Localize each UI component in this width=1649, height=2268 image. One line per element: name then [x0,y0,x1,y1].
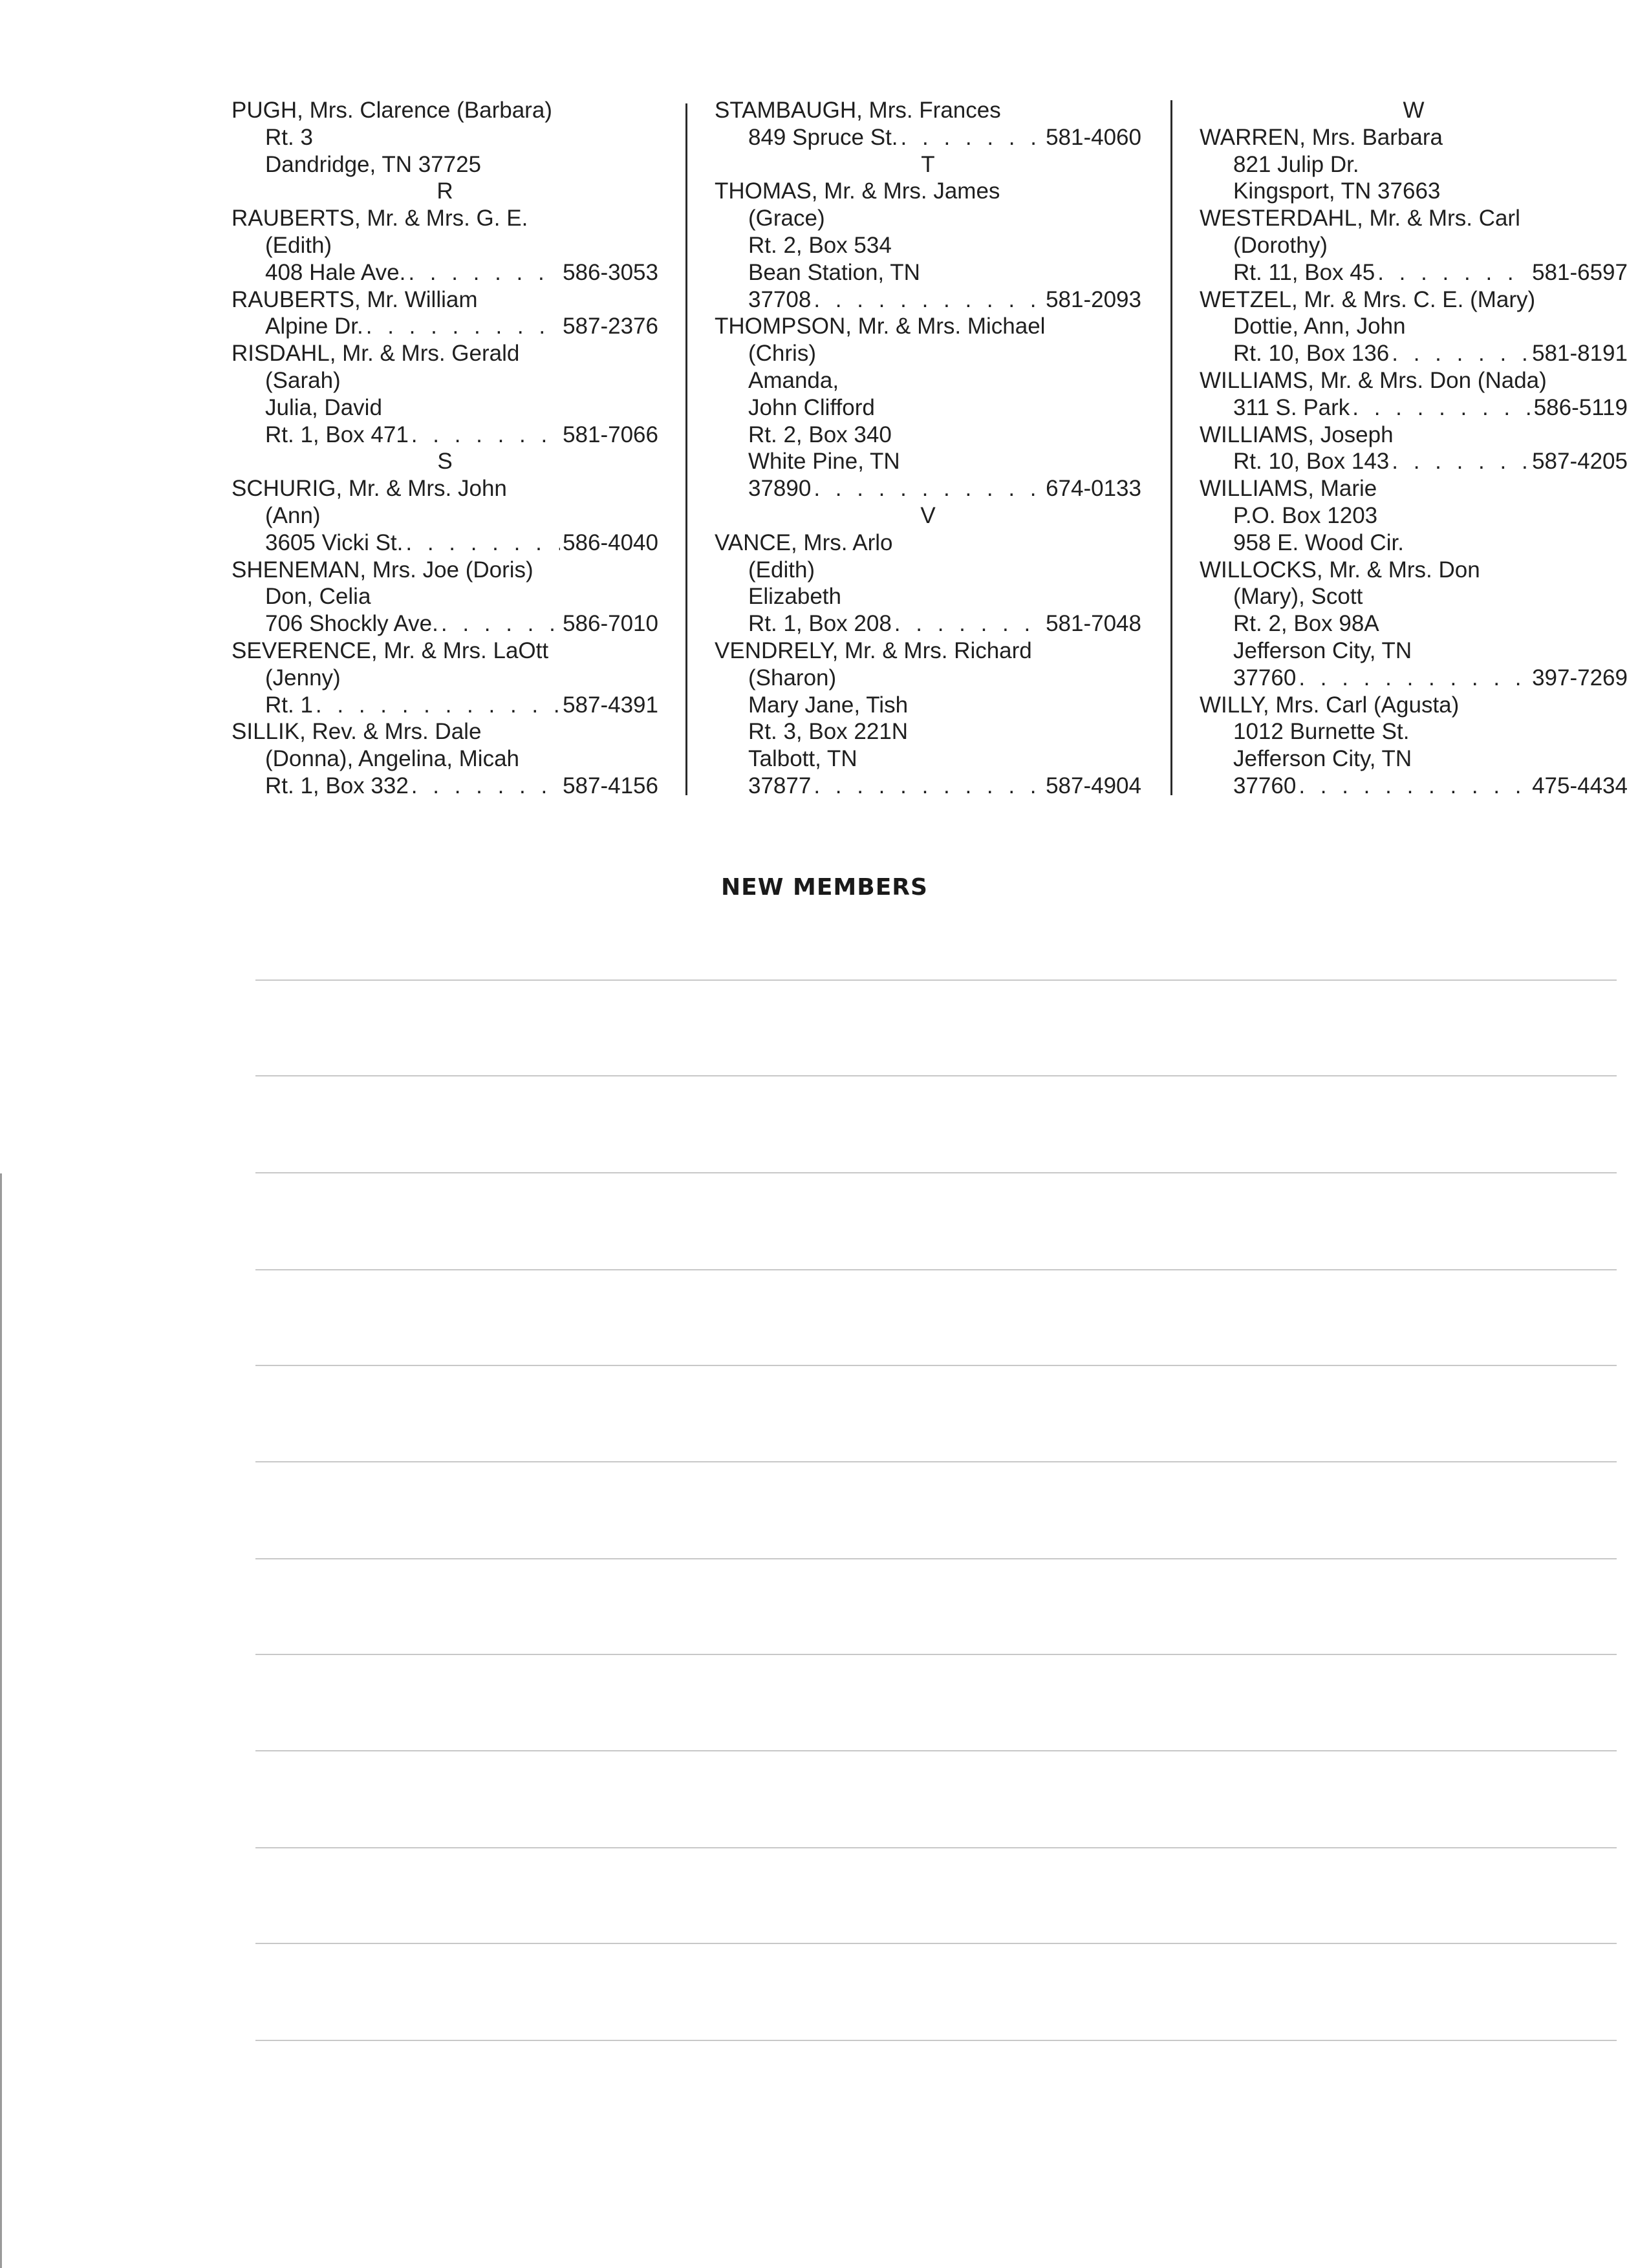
member-detail: Rt. 2, Box 534 [748,232,892,258]
member-detail: (Dorothy) [1233,232,1328,258]
address-text: 37760 [1233,773,1297,798]
directory-column-3 [1200,97,1628,800]
phone-number: 587-2376 [563,314,658,339]
address-text: Rt. 1 [265,692,313,718]
member-name: THOMPSON, Mr. & Mrs. Michael [715,314,1046,339]
member-detail: 821 Julip Dr. [1233,151,1359,177]
member-name: SHENEMAN, Mrs. Joe (Doris) [232,557,534,583]
dot-leader [814,286,1043,314]
member-address-phone [1200,448,1628,475]
phone-number: 586-7010 [563,611,658,637]
phone-number: 587-4904 [1046,773,1141,798]
member-detail: 1012 Burnette St. [1233,719,1410,745]
member-address-phone [715,773,1141,800]
phone-number: 587-4205 [1532,449,1628,475]
section-letter: S [437,449,453,475]
dot-leader [405,530,560,557]
dot-leader [1392,340,1529,367]
address-text: Rt. 10, Box 136 [1233,341,1390,367]
column-divider [685,103,687,795]
member-detail: (Ann) [265,502,321,528]
writing-line [255,1365,1617,1366]
dot-leader [411,773,560,800]
member-detail: Mary Jane, Tish [748,692,909,718]
member-address-phone [1200,773,1628,800]
dot-leader [441,610,560,637]
member-address-phone [715,286,1141,314]
address-text: Rt. 1, Box 208 [748,611,892,637]
new-members-heading: NEW MEMBERS [721,874,928,901]
phone-number: 581-2093 [1046,286,1141,312]
writing-line [255,1943,1617,1944]
member-detail: White Pine, TN [748,449,900,475]
member-detail: Jefferson City, TN [1233,746,1412,772]
phone-number: 397-7269 [1532,665,1628,690]
writing-line [255,1654,1617,1655]
member-name: WETZEL, Mr. & Mrs. C. E. (Mary) [1200,286,1536,312]
writing-line [255,979,1617,981]
member-detail: Kingsport, TN 37663 [1233,178,1441,204]
member-detail: (Donna), Angelina, Micah [265,746,519,772]
member-address-phone [232,610,658,637]
member-name: RAUBERTS, Mr. William [232,286,478,312]
member-name: VANCE, Mrs. Arlo [715,530,893,555]
member-name: PUGH, Mrs. Clarence (Barbara) [232,98,552,123]
member-name: SILLIK, Rev. & Mrs. Dale [232,719,482,745]
member-name: RAUBERTS, Mr. & Mrs. G. E. [232,206,528,231]
scan-edge [0,1173,2,2268]
member-address-phone [715,610,1141,637]
writing-line [255,1750,1617,1751]
member-address-phone [1200,259,1628,286]
section-letter: W [1403,98,1425,123]
dot-leader [411,422,560,449]
member-name: WILLOCKS, Mr. & Mrs. Don [1200,557,1480,583]
phone-number: 587-4391 [563,692,658,718]
phone-number: 581-7048 [1046,611,1141,637]
member-name: WARREN, Mrs. Barbara [1200,124,1443,150]
phone-number: 674-0133 [1046,476,1141,502]
member-detail: Don, Celia [265,584,371,610]
dot-leader [814,773,1043,800]
member-name: WILLIAMS, Marie [1200,476,1377,502]
dot-leader [1392,448,1529,475]
address-text: Rt. 1, Box 332 [265,773,409,798]
member-address-phone [1200,394,1628,422]
dot-leader [814,475,1043,502]
address-text: 37877 [748,773,812,798]
writing-line [255,2040,1617,2041]
address-text: 37760 [1233,665,1297,690]
member-detail: Rt. 3, Box 221N [748,719,909,745]
member-detail: Dottie, Ann, John [1233,314,1406,339]
member-detail: Julia, David [265,394,382,420]
dot-leader [1299,773,1529,800]
dot-leader [1377,259,1529,286]
member-name: WESTERDAHL, Mr. & Mrs. Carl [1200,206,1520,231]
section-letter: R [436,178,453,204]
member-detail: Bean Station, TN [748,259,920,285]
section-letter: T [921,151,935,177]
phone-number: 581-7066 [563,422,658,447]
member-address-phone [715,475,1141,502]
dot-leader [408,259,560,286]
member-detail: Amanda, [748,367,839,393]
member-name: RISDAHL, Mr. & Mrs. Gerald [232,341,520,367]
phone-number: 586-3053 [563,259,658,285]
phone-number: 586-4040 [563,530,658,555]
member-detail: (Edith) [265,232,332,258]
directory-column-1 [232,97,658,800]
dot-leader [1299,665,1529,692]
dot-leader [901,124,1044,151]
address-text: Alpine Dr. [265,314,363,339]
section-letter: V [920,502,936,528]
member-detail: Rt. 2, Box 340 [748,422,892,447]
member-detail: (Jenny) [265,665,341,690]
member-detail: (Chris) [748,341,816,367]
member-address-phone [715,124,1141,151]
phone-number: 586-5119 [1533,394,1628,420]
writing-line [255,1172,1617,1173]
directory-column-2 [715,97,1141,800]
member-address-phone [232,313,658,340]
phone-number: 475-4434 [1532,773,1628,798]
member-detail: Elizabeth [748,584,841,610]
writing-line [255,1558,1617,1559]
member-name: STAMBAUGH, Mrs. Frances [715,98,1001,123]
member-name: SEVERENCE, Mr. & Mrs. LaOtt [232,637,549,663]
member-address-phone [232,422,658,449]
address-text: Rt. 11, Box 45 [1233,259,1375,285]
member-address-phone [232,773,658,800]
member-detail: P.O. Box 1203 [1233,502,1378,528]
address-text: 849 Spruce St. [748,124,898,150]
member-name: WILLY, Mrs. Carl (Agusta) [1200,692,1460,718]
column-divider [1170,100,1172,795]
member-name: SCHURIG, Mr. & Mrs. John [232,476,507,502]
member-detail: John Clifford [748,394,875,420]
member-name: WILLIAMS, Mr. & Mrs. Don (Nada) [1200,367,1547,393]
dot-leader [316,692,560,719]
member-detail: Rt. 2, Box 98A [1233,611,1379,637]
writing-line [255,1461,1617,1462]
member-name: THOMAS, Mr. & Mrs. James [715,178,1000,204]
phone-number: 581-8191 [1532,341,1628,367]
address-text: Rt. 1, Box 471 [265,422,409,447]
member-name: VENDRELY, Mr. & Mrs. Richard [715,637,1032,663]
writing-line [255,1269,1617,1270]
member-detail: (Sarah) [265,367,341,393]
phone-number: 581-4060 [1046,124,1141,150]
member-detail: (Edith) [748,557,815,583]
member-detail: (Sharon) [748,665,837,690]
member-detail: (Grace) [748,206,825,231]
member-detail: Dandridge, TN 37725 [265,151,482,177]
address-text: Rt. 10, Box 143 [1233,449,1390,475]
member-address-phone [232,692,658,719]
address-text: 408 Hale Ave. [265,259,406,285]
dot-leader [366,313,560,340]
member-detail: Talbott, TN [748,746,857,772]
address-text: 37890 [748,476,812,502]
address-text: 37708 [748,286,812,312]
dot-leader [894,610,1043,637]
member-detail: 958 E. Wood Cir. [1233,530,1404,555]
address-text: 706 Shockly Ave. [265,611,438,637]
member-address-phone [232,259,658,286]
writing-line [255,1075,1617,1076]
member-address-phone [1200,665,1628,692]
phone-number: 581-6597 [1532,259,1628,285]
member-address-phone [1200,340,1628,367]
member-detail: (Mary), Scott [1233,584,1363,610]
member-detail: Rt. 3 [265,124,313,150]
phone-number: 587-4156 [563,773,658,798]
address-text: 311 S. Park [1233,394,1350,420]
member-detail: Jefferson City, TN [1233,637,1412,663]
member-address-phone [232,530,658,557]
member-name: WILLIAMS, Joseph [1200,422,1394,447]
writing-line [255,1847,1617,1848]
dot-leader [1352,394,1531,422]
address-text: 3605 Vicki St. [265,530,404,555]
